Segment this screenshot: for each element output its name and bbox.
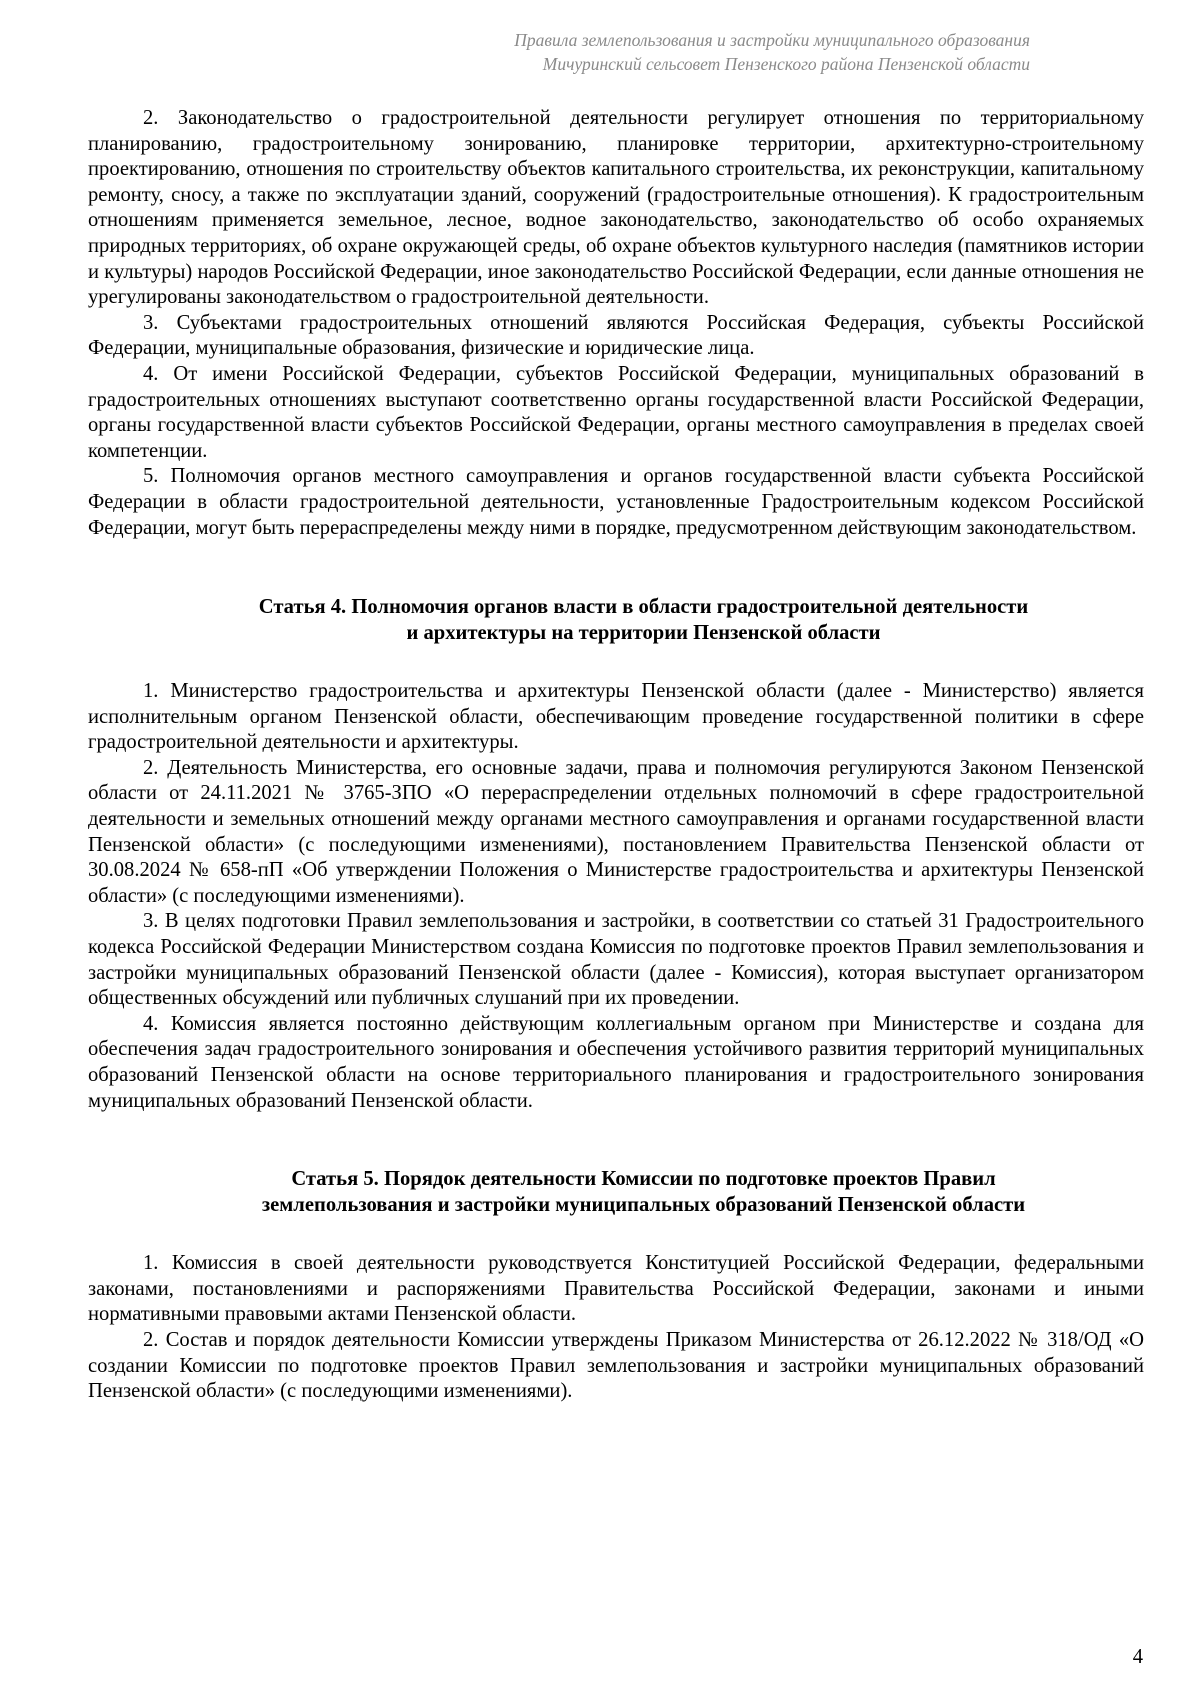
article-4-heading bbox=[88, 594, 1144, 646]
page-number: 4 bbox=[1132, 1646, 1143, 1668]
article-5-heading-line-1: Статья 5. Порядок деятельности Комиссии по подготовке проектов Правил bbox=[291, 1168, 996, 1191]
paragraph: 4. От имени Российской Федерации, субъектов Российской Федерации, муниципальных образований в градостроительных отношениях выступают соответственно органы государственной власти Российской Федерации, органы государственной власти субъектов Российской Федерации, органы местного самоуправления в пределах своей компетенции. bbox=[88, 362, 1144, 462]
article-3-continuation bbox=[88, 106, 1144, 541]
paragraph: 1. Комиссия в своей деятельности руководствуется Конституцией Российской Федерации, федеральными законами, постановлениями и распоряжениями Правительства Российской Федерации, законами и иными нормативными правовыми актами Пензенской области. bbox=[88, 1252, 1144, 1326]
paragraph: 2. Законодательство о градостроительной деятельности регулирует отношения по территориальному планированию, градостроительному зонированию, планировке территории, архитектурно-строительному проектированию, отношения по строительству объектов капитального строительства, их реконструкции, капитальному ремонту, сносу, а также по эксплуатации зданий, сооружений (градостроительные отношения). К градостроительным отношениям применяется земельное, лесное, водное законодательство, законодательство об особо охраняемых природных территориях, об охране окружающей среды, об охране объектов культурного наследия (памятников истории и культуры) народов Российской Федерации, иное законодательство Российской Федерации, если данные отношения не урегулированы законодательством о градостроительной деятельности. bbox=[88, 107, 1144, 309]
paragraph: 2. Состав и порядок деятельности Комиссии утверждены Приказом Министерства от 26.12.2022 № 318/ОД «О создании Комиссии по подготовке проектов Правил землепользования и застройки муниципальных образований Пензенской области» (с последующими изменениями). bbox=[88, 1328, 1144, 1403]
paragraph: 1. Министерство градостроительства и архитектуры Пензенской области (далее - Министерство) является исполнительным органом Пензенской области, обеспечивающим проведение государственной политики в сфере градостроительной деятельности и архитектуры. bbox=[88, 680, 1144, 754]
article-4-heading-line-2: и архитектуры на территории Пензенской области bbox=[406, 622, 881, 645]
article-4-body bbox=[88, 679, 1144, 1114]
article-5-body bbox=[88, 1251, 1144, 1405]
article-4-heading-line-1: Статья 4. Полномочия органов власти в области градостроительной деятельности bbox=[258, 596, 1029, 619]
running-header-line-1: Правила землепользования и застройки муниципального образования bbox=[514, 30, 1030, 50]
paragraph: 3. Субъектами градостроительных отношений являются Российская Федерация, субъекты Российской Федерации, муниципальные образования, физические и юридические лица. bbox=[88, 311, 1144, 360]
running-header bbox=[250, 28, 1030, 76]
paragraph: 5. Полномочия органов местного самоуправления и органов государственной власти субъекта Российской Федерации в области градостроительной деятельности, установленные Градостроительным кодексом Российской Федерации, могут быть перераспределены между ними в порядке, предусмотренном действующим законодательством. bbox=[88, 465, 1144, 539]
article-5-heading-line-2: землепользования и застройки муниципальных образований Пензенской области bbox=[261, 1194, 1026, 1217]
paragraph: 4. Комиссия является постоянно действующим коллегиальным органом при Министерстве и создана для обеспечения задач градостроительного зонирования и обеспечения устойчивого развития территорий муниципальных образований Пензенской области на основе территориального планирования и градостроительного зонирования муниципальных образований Пензенской области. bbox=[88, 1012, 1144, 1112]
running-header-line-2: Мичуринский сельсовет Пензенского района Пензенской области bbox=[542, 54, 1030, 74]
article-5-heading bbox=[88, 1166, 1144, 1218]
document-body bbox=[88, 106, 1144, 1405]
paragraph: 2. Деятельность Министерства, его основные задачи, права и полномочия регулируются Законом Пензенской области от 24.11.2021 № 3765-ЗПО «О перераспределении отдельных полномочий в сфере градостроительной деятельности и земельных отношений между органами местного самоуправления и органами государственной власти Пензенской области» (с последующими изменениями), постановлением Правительства Пензенской области от 30.08.2024 № 658-пП «Об утверждении Положения о Министерстве градостроительства и архитектуры Пензенской области» (с последующими изменениями). bbox=[88, 756, 1144, 907]
paragraph: 3. В целях подготовки Правил землепользования и застройки, в соответствии со статьей 31 Градостроительного кодекса Российской Федерации Министерством создана Комиссия по подготовке проектов Правил землепользования и застройки муниципальных образований Пензенской области (далее - Комиссия), которая выступает организатором общественных обсуждений или публичных слушаний при их проведении. bbox=[88, 910, 1144, 1010]
